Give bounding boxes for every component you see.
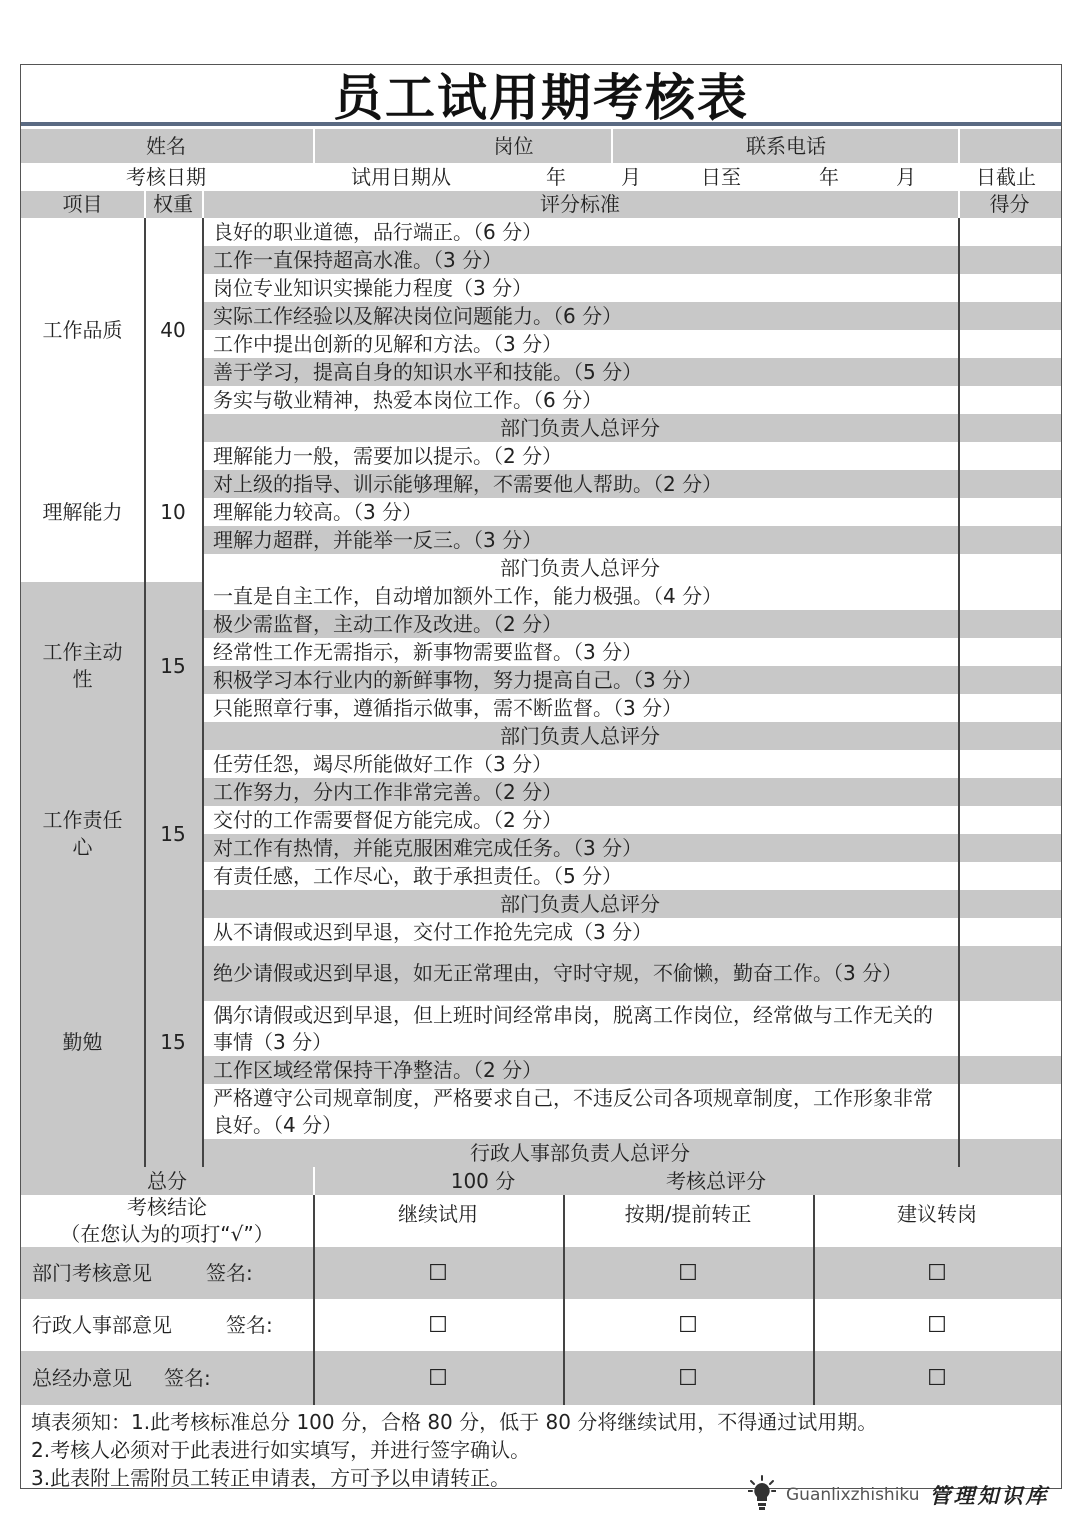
day-to-label: 日至 [701,164,741,189]
column-divider [144,191,146,218]
opinion-label: 部门考核意见 [32,1260,152,1285]
opinion-label-box [21,1299,313,1351]
conclusion-label-box [21,1195,313,1247]
appraisal-form [20,64,1062,1489]
year-label: 年 [819,164,839,189]
criteria-text: 务实与敬业精神，热爱本岗位工作。（6 分） [202,386,958,414]
signature-field[interactable]: 签名: [226,1312,273,1337]
lightbulb-icon [748,1475,776,1515]
criteria-text: 工作一直保持超高水准。（3 分） [202,246,958,274]
score-input[interactable] [958,778,1061,806]
section-name: 工作品质 [21,218,144,442]
column-divider [144,218,146,442]
score-input[interactable] [958,862,1061,890]
score-input[interactable] [958,694,1061,722]
score-input[interactable] [958,470,1061,498]
year-label: 年 [546,164,566,189]
section-weight: 15 [144,750,202,918]
column-divider [958,442,960,582]
criteria-text: 理解能力较高。（3 分） [202,498,958,526]
score-input[interactable] [958,1084,1061,1139]
section-name: 理解能力 [21,442,144,582]
column-divider [202,750,204,918]
score-input[interactable] [958,638,1061,666]
name-label: 姓名 [146,133,186,158]
conclusion-option: 建议转岗 [813,1195,1061,1247]
score-input[interactable] [958,386,1061,414]
column-divider [563,1351,565,1405]
criteria-text: 理解能力一般，需要加以提示。（2 分） [202,442,958,470]
criteria-text: 理解力超群，并能举一反三。（3 分） [202,526,958,554]
section-total-label: 部门负责人总评分 [202,414,958,442]
criteria-text: 极少需监督，主动工作及改进。（2 分） [202,610,958,638]
checkbox[interactable]: ☐ [563,1247,813,1299]
conclusion-option: 继续试用 [313,1195,563,1247]
item-column-header: 项目 [62,192,103,216]
criteria-text: 偶尔请假或迟到早退，但上班时间经常串岗，脱离工作岗位，经常做与工作无关的事情（3 分） [202,1001,958,1056]
section-total-label: 部门负责人总评分 [202,554,958,582]
section-name: 工作责任心 [21,750,144,918]
section-name: 工作主动性 [21,582,144,750]
score-input[interactable] [958,890,1061,918]
period-from-label: 试用日期从 [351,164,451,189]
criteria-text: 积极学习本行业内的新鲜事物，努力提高自己。（3 分） [202,666,958,694]
score-input[interactable] [958,834,1061,862]
criteria-text: 绝少请假或迟到早退，如无正常理由，守时守规，不偷懒，勤奋工作。（3 分） [202,946,958,1001]
score-input[interactable] [958,526,1061,554]
column-divider [958,582,960,750]
watermark-text-cn: 管理知识库 [929,1483,1050,1508]
section-total-label: 行政人事部负责人总评分 [202,1139,958,1167]
section-total-label: 部门负责人总评分 [202,890,958,918]
conclusion-hint: （在您认为的项打“√”） [60,1222,274,1246]
column-divider [313,1195,315,1247]
criteria-text: 交付的工作需要督促方能完成。（2 分） [202,806,958,834]
checkbox[interactable]: ☐ [313,1299,563,1351]
opinion-label: 总经办意见 [32,1365,132,1390]
month-label: 月 [621,164,641,189]
column-divider [144,582,146,750]
criteria-text: 良好的职业道德，品行端正。（6 分） [202,218,958,246]
form-title: 员工试用期考核表 [21,65,1061,126]
section-weight: 15 [144,918,202,1167]
post-label: 岗位 [493,133,534,158]
criteria-text: 严格遵守公司规章制度，严格要求自己，不违反公司各项规章制度，工作形象非常良好。（4 分） [202,1084,958,1139]
checkbox[interactable]: ☐ [813,1247,1061,1299]
criteria-text: 经常性工作无需指示，新事物需要监督。（3 分） [202,638,958,666]
watermark-text-en: Guanlixzhishiku [786,1485,920,1505]
checkbox[interactable]: ☐ [313,1247,563,1299]
column-divider [313,1247,315,1299]
criteria-text: 实际工作经验以及解决岗位问题能力。（6 分） [202,302,958,330]
column-divider [202,918,204,1167]
criteria-column-header: 评分标准 [540,192,620,216]
criteria-text: 有责任感，工作尽心，敢于承担责任。（5 分） [202,862,958,890]
date-label: 考核日期 [126,164,206,189]
score-input[interactable] [958,946,1061,1001]
signature-field[interactable]: 签名: [164,1365,211,1390]
score-input[interactable] [958,442,1061,470]
score-input[interactable] [958,554,1061,582]
score-input[interactable] [958,358,1061,386]
column-divider [202,191,204,218]
score-input[interactable] [958,610,1061,638]
checkbox[interactable]: ☐ [813,1351,1061,1405]
column-divider [958,218,960,442]
column-divider [813,1351,815,1405]
score-input[interactable] [958,330,1061,358]
criteria-text: 对工作有热情，并能克服困难完成任务。（3 分） [202,834,958,862]
checkbox[interactable]: ☐ [563,1351,813,1405]
column-divider [144,442,146,582]
score-input[interactable] [958,498,1061,526]
score-input[interactable] [958,1139,1061,1167]
criteria-text: 只能照章行事，遵循指示做事，需不断监督。（3 分） [202,694,958,722]
section-total-label: 部门负责人总评分 [202,722,958,750]
section-weight: 15 [144,582,202,750]
column-divider [958,129,960,163]
phone-label: 联系电话 [746,133,826,158]
score-input[interactable] [958,582,1061,610]
column-divider [958,750,960,918]
score-input[interactable] [958,918,1061,946]
column-divider [813,1299,815,1351]
criteria-text: 善于学习，提高自身的知识水平和技能。（5 分） [202,358,958,386]
criteria-text: 工作努力，分内工作非常完善。（2 分） [202,778,958,806]
month-label: 月 [896,164,916,189]
score-input[interactable] [958,666,1061,694]
column-divider [958,191,960,218]
column-divider [202,442,204,582]
opinion-label: 行政人事部意见 [32,1312,172,1337]
score-input[interactable] [958,722,1061,750]
opinion-label-box [21,1351,313,1405]
column-divider [813,1247,815,1299]
section-name: 勤勉 [21,918,144,1167]
column-divider [563,1195,565,1247]
column-divider [202,218,204,442]
column-divider [313,1351,315,1405]
checkbox[interactable]: ☐ [813,1299,1061,1351]
conclusion-label: 考核结论 [127,1195,207,1219]
criteria-text: 岗位专业知识实操能力程度（3 分） [202,274,958,302]
column-divider [313,1167,315,1195]
criteria-text: 工作中提出创新的见解和方法。（3 分） [202,330,958,358]
criteria-text: 一直是自主工作，自动增加额外工作，能力极强。（4 分） [202,582,958,610]
score-input[interactable] [958,302,1061,330]
column-divider [202,582,204,750]
score-input[interactable] [958,1056,1061,1084]
watermark [748,1475,1050,1515]
note-line: 2.考核人必须对于此表进行如实填写，并进行签字确认。 [31,1438,531,1462]
column-divider [563,1247,565,1299]
score-input[interactable] [958,750,1061,778]
column-divider [313,129,315,163]
signature-field[interactable]: 签名: [206,1260,253,1285]
total-label: 总分 [147,1168,187,1193]
column-divider [958,918,960,1167]
column-divider [313,1299,315,1351]
score-input[interactable] [958,274,1061,302]
opinion-label-box [21,1247,313,1299]
column-divider [144,918,146,1167]
column-divider [813,1195,815,1247]
score-column-header: 得分 [989,192,1030,216]
score-input[interactable] [958,246,1061,274]
name-input[interactable] [313,129,613,163]
score-input[interactable] [958,1001,1061,1056]
score-input[interactable] [958,218,1061,246]
note-line: 填表须知：1.此考核标准总分 100 分，合格 80 分，低于 80 分将继续试用，不得通过试用期。 [31,1410,878,1434]
criteria-text: 从不请假或迟到早退，交付工作抢先完成（3 分） [202,918,958,946]
section-weight: 40 [144,218,202,442]
column-divider [563,1299,565,1351]
day-end-label: 日截止 [976,164,1036,189]
weight-column-header: 权重 [153,192,193,216]
criteria-text: 任劳任怨，竭尽所能做好工作（3 分） [202,750,958,778]
note-line: 3.此表附上需附员工转正申请表，方可予以申请转正。 [31,1466,511,1490]
criteria-text: 工作区域经常保持干净整洁。（2 分） [202,1056,958,1084]
section-weight: 10 [144,442,202,582]
score-input[interactable] [958,806,1061,834]
total-value: 100 分 [450,1168,516,1193]
checkbox[interactable]: ☐ [563,1299,813,1351]
total-eval-label: 考核总评分 [666,1168,766,1193]
column-divider [611,129,613,163]
checkbox[interactable]: ☐ [313,1351,563,1405]
criteria-text: 对上级的指导、训示能够理解，不需要他人帮助。（2 分） [202,470,958,498]
column-divider [144,750,146,918]
conclusion-option: 按期/提前转正 [563,1195,813,1247]
score-input[interactable] [958,414,1061,442]
